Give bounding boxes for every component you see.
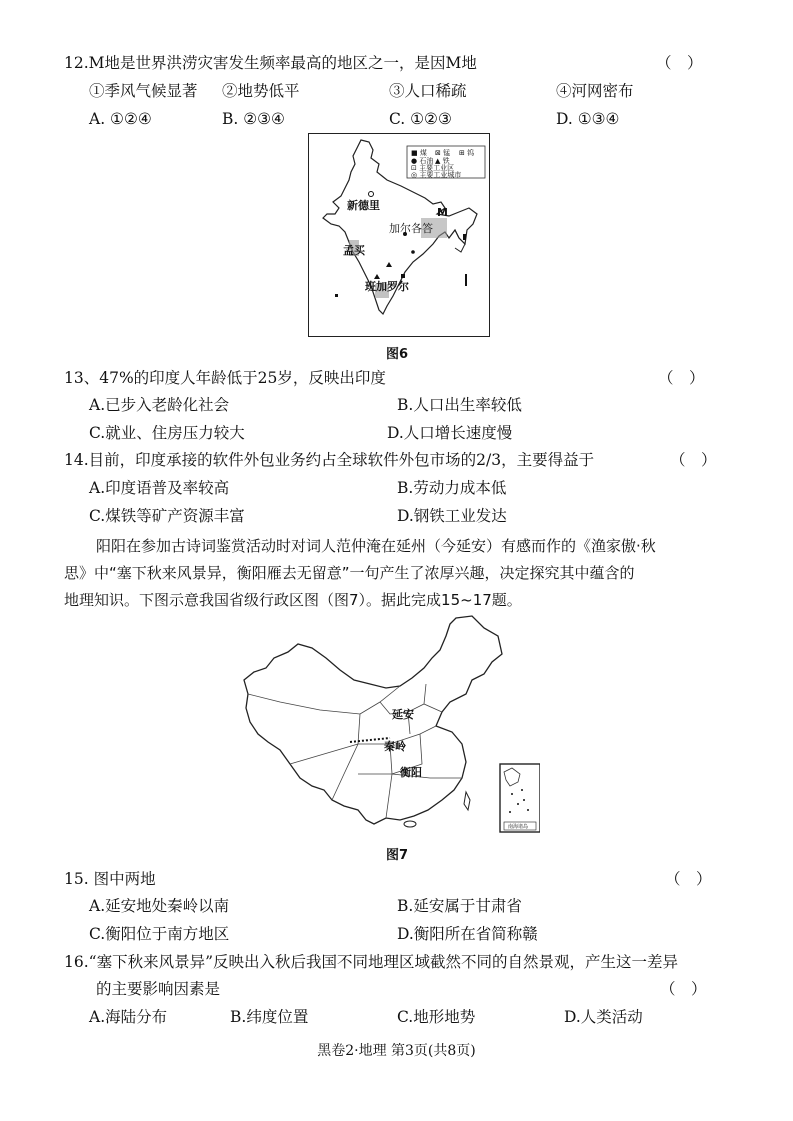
q13-option-a: A.已步入老龄化社会	[89, 396, 230, 414]
q14-option-b: B.劳动力成本低	[397, 479, 507, 497]
q16-option-c: C.地形地势	[397, 1008, 476, 1026]
q13-option-b: B.人口出生率较低	[397, 396, 522, 414]
legend-coal: ■ 煤	[411, 149, 427, 157]
q14-answer-paren: （ ）	[670, 451, 717, 469]
q15-answer-paren: （ ）	[665, 870, 712, 888]
passage-line-1: 阳阳在参加古诗词鉴赏活动时对词人范仲淹在延州（今延安）有感而作的《渔家傲·秋	[96, 537, 656, 555]
legend-iron: ▲ 铁	[435, 157, 450, 165]
q12-option-a: A. ①②④	[89, 110, 152, 128]
q12-factor-3: ③人口稀疏	[389, 82, 467, 100]
label-south-china-sea-islands: 南海诸岛	[508, 824, 529, 830]
q14-option-d: D.钢铁工业发达	[397, 507, 507, 525]
page-footer: 黑卷2·地理 第3页(共8页)	[317, 1043, 476, 1059]
label-qinling: 秦岭	[384, 740, 406, 753]
passage-line-3: 地理知识。下图示意我国省级行政区图（图7）。据此完成15~17题。	[64, 591, 522, 609]
q12-option-d: D. ①③④	[556, 110, 620, 128]
label-m: M	[437, 206, 448, 219]
q14-option-c: C.煤铁等矿产资源丰富	[89, 507, 245, 525]
label-new-delhi: 新德里	[347, 199, 380, 212]
label-kolkata: 加尔各答	[389, 222, 433, 235]
q14-option-a: A.印度语普及率较高	[89, 479, 230, 497]
q13-stem: 13、47%的印度人年龄低于25岁，反映出印度	[64, 369, 386, 387]
label-hengyang: 衡阳	[400, 766, 422, 779]
q12-answer-paren: （ ）	[656, 54, 703, 72]
q16-stem-line-2: 的主要影响因素是	[96, 980, 221, 998]
label-bangalore: 班加罗尔	[365, 280, 409, 293]
q15-option-d: D.衡阳所在省简称赣	[397, 925, 538, 943]
legend-manganese: ⊠ 锰	[435, 149, 451, 157]
q12-factor-4: ④河网密布	[556, 82, 634, 100]
q12-factor-1: ①季风气候显著	[89, 82, 198, 100]
q12-option-c: C. ①②③	[389, 110, 452, 128]
label-yanan: 延安	[392, 708, 414, 721]
figure-6-india-map	[308, 133, 490, 337]
q15-option-b: B.延安属于甘肃省	[397, 897, 522, 915]
q15-option-c: C.衡阳位于南方地区	[89, 925, 230, 943]
q16-stem: 16.“塞下秋来风景异”反映出入秋后我国不同地理区域截然不同的自然景观，产生这一差异	[64, 953, 679, 971]
q16-option-a: A.海陆分布	[89, 1008, 168, 1026]
q15-option-a: A.延安地处秦岭以南	[89, 897, 230, 915]
q14-stem: 14.目前，印度承接的软件外包业务约占全球软件外包市场的2/3，主要得益于	[64, 451, 595, 469]
legend-industrial-zone: ⊡ 主要工业区	[411, 164, 455, 172]
q16-answer-paren: （ ）	[660, 980, 707, 998]
china-map-outline	[240, 614, 540, 836]
figure-7-caption: 图7	[386, 848, 409, 863]
figure-6-caption: 图6	[386, 347, 409, 362]
passage-line-2: 思》中“塞下秋来风景异，衡阳雁去无留意”一句产生了浓厚兴趣，决定探究其中蕴含的	[64, 564, 635, 582]
legend-industrial-city: ◎ 主要工业城市	[411, 171, 462, 179]
q13-answer-paren: （ ）	[658, 369, 705, 387]
q13-option-d: D.人口增长速度慢	[387, 424, 513, 442]
q12-stem: 12.M地是世界洪涝灾害发生频率最高的地区之一，是因M地	[64, 54, 477, 72]
q13-option-c: C.就业、住房压力较大	[89, 424, 245, 442]
legend-oil: ● 石油	[411, 157, 434, 165]
q12-factor-2: ②地势低平	[222, 82, 300, 100]
legend-tungsten: ⊞ 钨	[459, 149, 475, 157]
figure-7-china-map	[240, 614, 540, 836]
q16-option-b: B.纬度位置	[230, 1008, 309, 1026]
label-mumbai: 孟买	[343, 244, 365, 257]
q12-option-b: B. ②③④	[222, 110, 285, 128]
q15-stem: 15. 图中两地	[64, 870, 156, 888]
q16-option-d: D.人类活动	[564, 1008, 643, 1026]
